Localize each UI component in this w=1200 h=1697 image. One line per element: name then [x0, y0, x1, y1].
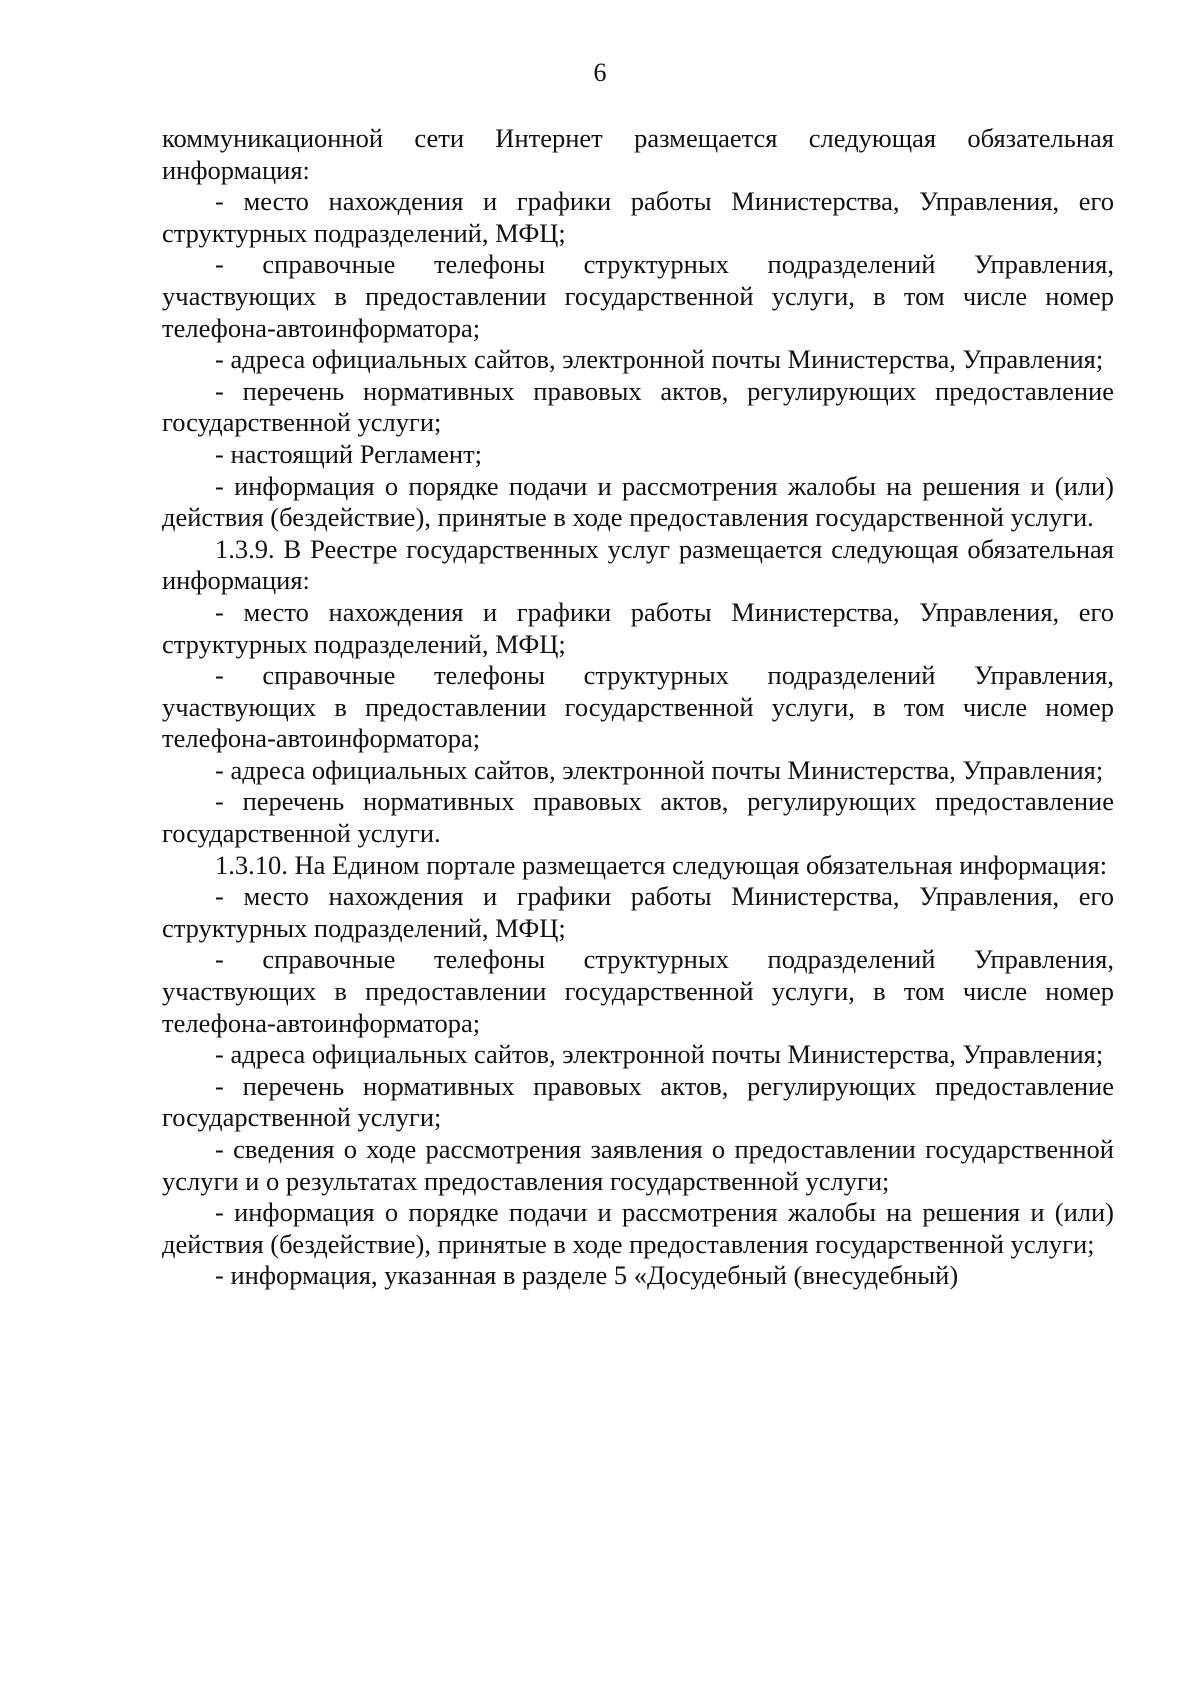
- paragraph: - справочные телефоны структурных подразделений Управления, участвующих в предоставлении государственной услуги, в том числе номер телефона-автоинформатора;: [162, 944, 1114, 1038]
- paragraph: - сведения о ходе рассмотрения заявления о предоставлении государственной услуги и о результатах предоставления государственной услуги;: [162, 1134, 1114, 1196]
- paragraph: - перечень нормативных правовых актов, регулирующих предоставление государственной услуги.: [162, 786, 1114, 849]
- paragraph: - справочные телефоны структурных подразделений Управления, участвующих в предоставлении государственной услуги, в том числе номер телефона-автоинформатора;: [162, 660, 1114, 754]
- paragraph: - информация, указанная в разделе 5 «Досудебный (внесудебный): [215, 1260, 959, 1291]
- paragraph: - место нахождения и графики работы Министерства, Управления, его структурных подразделений, МФЦ;: [162, 186, 1114, 248]
- paragraph: - адреса официальных сайтов, электронной почты Министерства, Управления;: [215, 1039, 1104, 1070]
- paragraph: - место нахождения и графики работы Министерства, Управления, его структурных подразделений, МФЦ;: [162, 596, 1114, 659]
- paragraph: - адреса официальных сайтов, электронной почты Министерства, Управления;: [215, 344, 1104, 375]
- section-heading-paragraph: 1.3.9. В Реестре государственных услуг размещается следующая обязательная информация:: [162, 533, 1114, 596]
- paragraph: коммуникационной сети Интернет размещается следующая обязательная информация:: [162, 123, 1114, 185]
- paragraph: - справочные телефоны структурных подразделений Управления, участвующих в предоставлении государственной услуги, в том числе номер телефона-автоинформатора;: [162, 249, 1114, 343]
- paragraph: - адреса официальных сайтов, электронной почты Министерства, Управления;: [215, 754, 1104, 785]
- paragraph: - перечень нормативных правовых актов, регулирующих предоставление государственной услуги;: [162, 375, 1114, 438]
- document-body: [162, 123, 1114, 1292]
- paragraph: - настоящий Регламент;: [215, 438, 483, 469]
- section-heading-paragraph: 1.3.10. На Едином портале размещается следующая обязательная информация:: [215, 849, 1108, 880]
- paragraph: - информация о порядке подачи и рассмотрения жалобы на решения и (или) действия (бездействие), принятые в ходе предоставления государственной услуги;: [162, 1197, 1114, 1259]
- page-number: 6: [593, 58, 607, 87]
- paragraph: - информация о порядке подачи и рассмотрения жалобы на решения и (или) действия (бездействие), принятые в ходе предоставления государственной услуги.: [162, 470, 1114, 533]
- paragraph: - перечень нормативных правовых актов, регулирующих предоставление государственной услуги;: [162, 1070, 1114, 1133]
- paragraph: - место нахождения и графики работы Министерства, Управления, его структурных подразделений, МФЦ;: [162, 881, 1114, 943]
